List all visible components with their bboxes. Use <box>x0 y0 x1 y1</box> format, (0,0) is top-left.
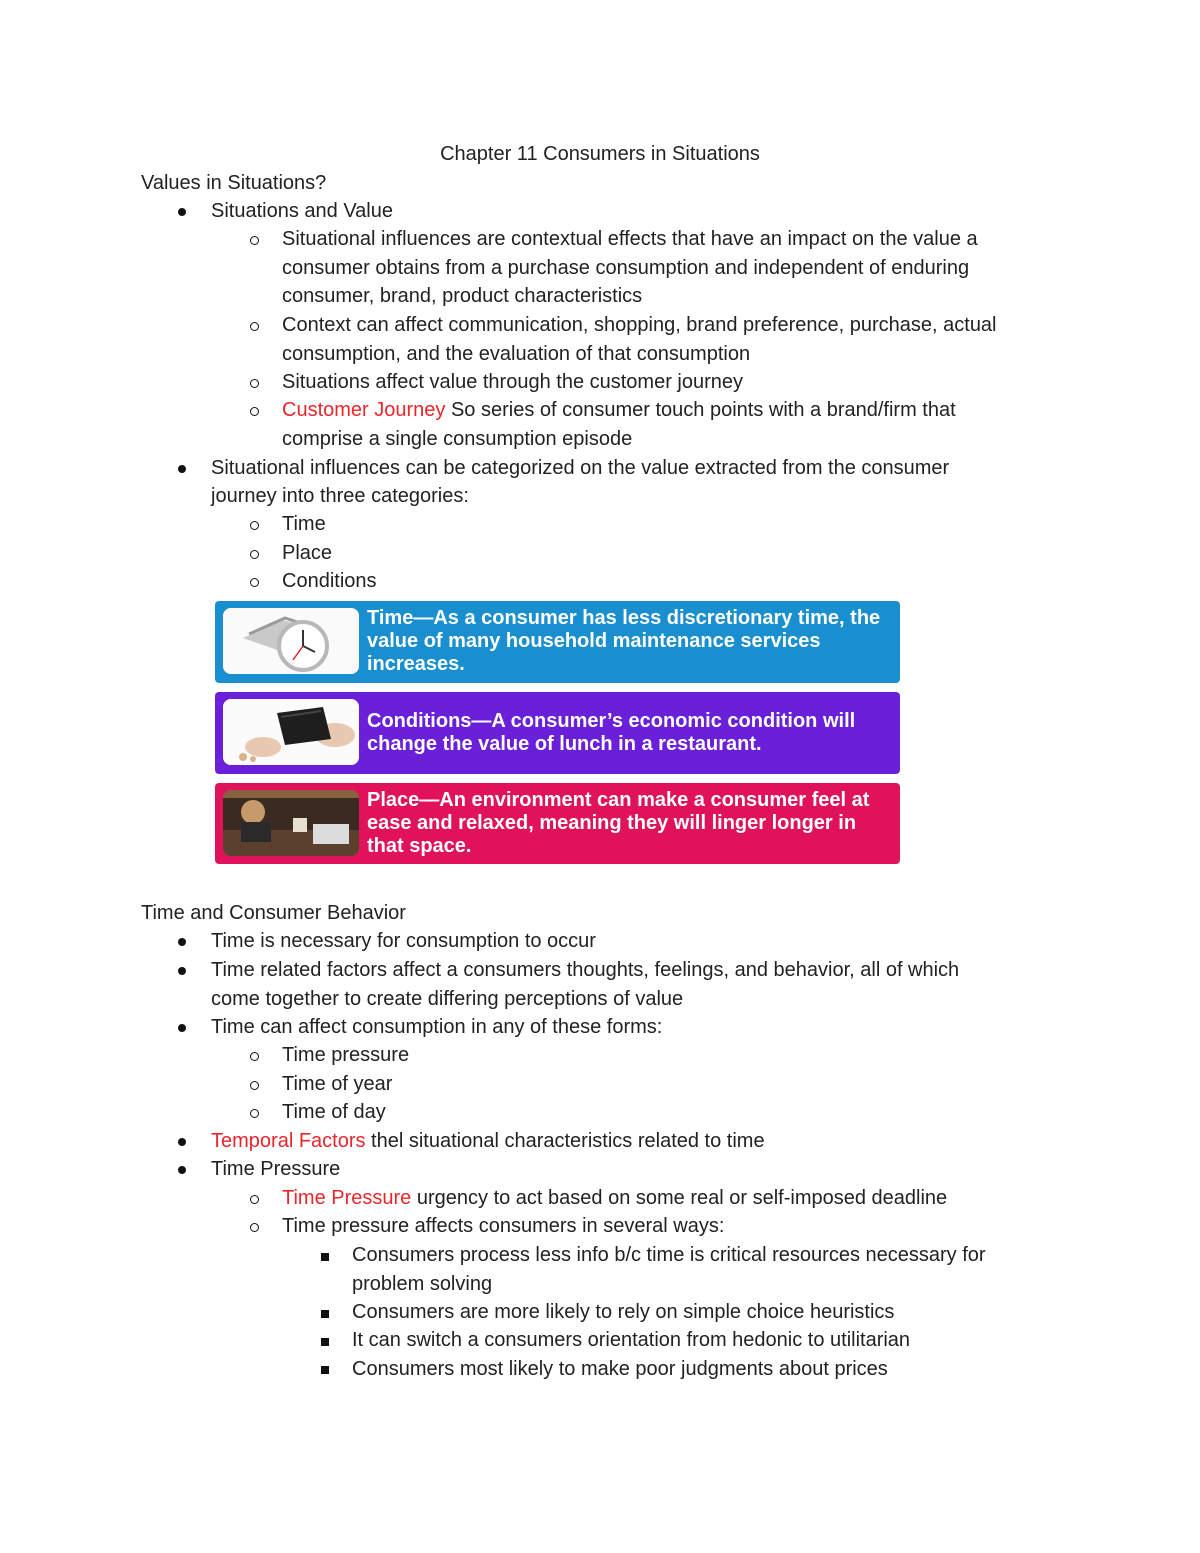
bullet-ring <box>250 550 259 559</box>
bullet-ring <box>250 236 259 245</box>
bullet-ring <box>250 1223 259 1232</box>
bullet-dot <box>178 938 186 946</box>
banner-conditions-text: Conditions—A consumer’s economic condition will change the value of lunch in a restaurant. <box>367 710 856 755</box>
list-item: Time can affect consumption in any of these forms: <box>211 1016 663 1038</box>
bullet-dot <box>178 967 186 975</box>
list-item-continued: come together to create differing perceptions of value <box>211 988 684 1010</box>
bullet-ring <box>250 1081 259 1090</box>
list-item-continued: problem solving <box>352 1273 493 1295</box>
list-item: Time pressure <box>282 1044 410 1066</box>
bullet-dot <box>178 1166 186 1174</box>
bullet-dot <box>178 1024 186 1032</box>
empty-wallet-icon <box>223 699 359 765</box>
list-item-continued: consumer, brand, product characteristics <box>282 285 643 307</box>
section-heading-time: Time and Consumer Behavior <box>141 902 406 924</box>
list-item: Context can affect communication, shopping, brand preference, purchase, actual <box>282 314 997 336</box>
list-item: Time Pressure <box>211 1158 341 1180</box>
list-item-place: Place <box>282 542 333 564</box>
term-time-pressure: Time Pressure <box>282 1187 412 1209</box>
list-item: Situational influences are contextual effects that have an impact on the value a <box>282 228 978 250</box>
bullet-square <box>321 1310 329 1318</box>
list-item: It can switch a consumers orientation from hedonic to utilitarian <box>352 1329 911 1351</box>
banner-time <box>215 601 900 683</box>
definition-text: urgency to act based on some real or self-imposed deadline <box>411 1187 948 1209</box>
bullet-ring <box>250 322 259 331</box>
bullet-ring <box>250 578 259 587</box>
list-item-continued: consumer obtains from a purchase consumption and independent of enduring <box>282 257 970 279</box>
list-item: Consumers are more likely to rely on simple choice heuristics <box>352 1301 895 1323</box>
bullet-dot <box>178 208 186 216</box>
list-item-continued: journey into three categories: <box>211 485 469 507</box>
list-item: Time related factors affect a consumers thoughts, feelings, and behavior, all of which <box>211 959 960 981</box>
section-heading-values: Values in Situations? <box>141 172 327 194</box>
definition-text: thel situational characteristics related to time <box>365 1130 765 1152</box>
banner-conditions <box>215 692 900 774</box>
bullet-square <box>321 1253 329 1261</box>
term-temporal-factors: Temporal Factors <box>211 1130 366 1152</box>
list-item: Situations and Value <box>211 200 393 222</box>
list-item: Time is necessary for consumption to occur <box>211 930 596 952</box>
clock-money-icon <box>223 608 359 674</box>
list-item-continued: comprise a single consumption episode <box>282 428 633 450</box>
bullet-dot <box>178 465 186 473</box>
term-customer-journey: Customer Journey <box>282 399 446 421</box>
list-item-continued: consumption, and the evaluation of that consumption <box>282 343 751 365</box>
bullet-dot <box>178 1138 186 1146</box>
list-item: Situations affect value through the customer journey <box>282 371 744 393</box>
list-item-time: Time <box>282 513 326 535</box>
banner-place <box>215 783 900 864</box>
bullet-ring <box>250 521 259 530</box>
list-item: Time of year <box>282 1073 393 1095</box>
list-item: Consumers process less info b/c time is critical resources necessary for <box>352 1244 986 1266</box>
bullet-ring <box>250 1109 259 1118</box>
bullet-ring <box>250 379 259 388</box>
bullet-ring <box>250 1052 259 1061</box>
list-item-conditions: Conditions <box>282 570 377 592</box>
cafe-scene-icon <box>223 790 359 856</box>
list-item: Consumers most likely to make poor judgments about prices <box>352 1358 888 1380</box>
document-title: Chapter 11 Consumers in Situations <box>440 143 760 165</box>
list-item: Time pressure affects consumers in several ways: <box>282 1215 725 1237</box>
list-item: Time of day <box>282 1101 386 1123</box>
list-item <box>282 1184 947 1213</box>
list-item <box>211 1127 765 1156</box>
list-item <box>282 396 956 425</box>
bullet-ring <box>250 407 259 416</box>
bullet-square <box>321 1338 329 1346</box>
banner-place-text: Place—An environment can make a consumer feel at ease and relaxed, meaning they will linger longer in that space. <box>367 789 870 857</box>
definition-text: So series of consumer touch points with a brand/firm that <box>445 399 956 421</box>
bullet-square <box>321 1366 329 1374</box>
bullet-ring <box>250 1195 259 1204</box>
list-item: Situational influences can be categorized on the value extracted from the consumer <box>211 457 950 479</box>
banner-time-text: Time—As a consumer has less discretionary time, the value of many household maintenance services increases. <box>367 607 881 675</box>
